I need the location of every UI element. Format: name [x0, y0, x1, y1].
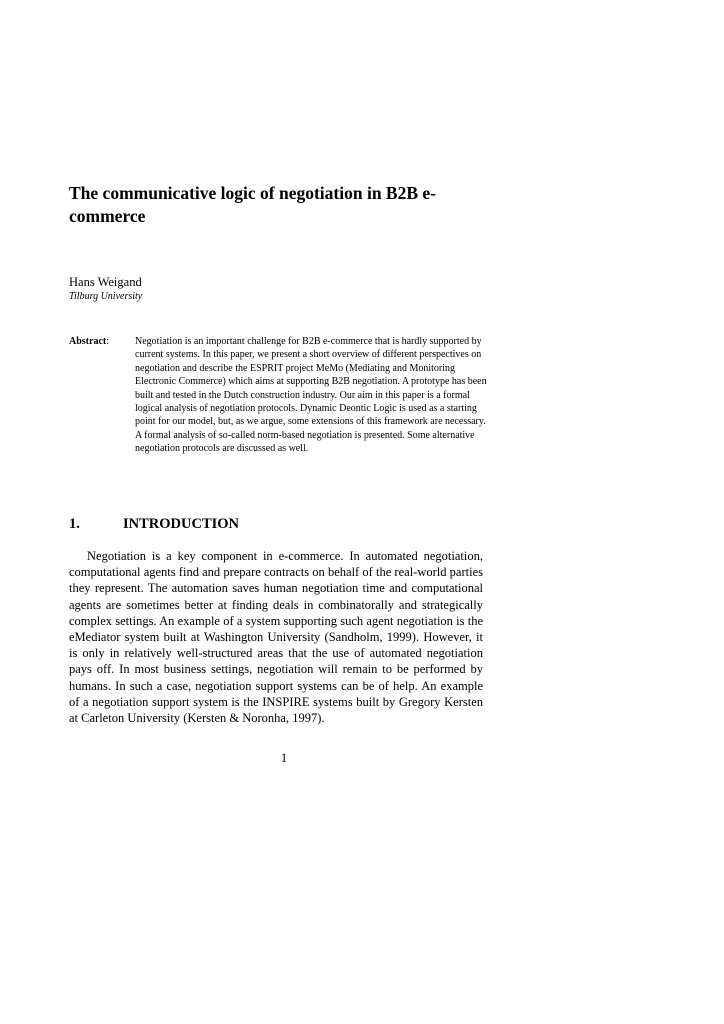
- abstract-label: [69, 335, 109, 348]
- page-number: 1: [280, 751, 288, 765]
- abstract-label-colon: :: [106, 336, 109, 347]
- author-name: Hans Weigand: [69, 275, 142, 289]
- abstract-text: Negotiation is an important challenge for B2B e-commerce that is hardly supported by current systems. In this paper, we present a short overview of different perspectives on negotiation and describe the ESPRIT project MeMo (Mediating and Monitoring Electronic Commerce) which aims at supporting B2B negotiation. A prototype has been built and tested in the Dutch construction industry. Our aim in this paper is a formal logical analysis of negotiation protocols. Dynamic Deontic Logic is used as a starting point for our model, but, as we argue, some extensions of this framework are necessary. A formal analysis of so-called norm-based negotiation is presented. Some alternative negotiation protocols are discussed as well.: [135, 336, 487, 455]
- section-title: INTRODUCTION: [123, 516, 240, 532]
- section-heading: [69, 515, 469, 533]
- paper-title: The communicative logic of negotiation in B2B e-commerce: [69, 183, 436, 226]
- abstract-label-text: Abstract: [69, 336, 107, 347]
- author-affiliation: Tilburg University: [69, 291, 143, 302]
- section-number: 1.: [69, 516, 80, 532]
- introduction-paragraph: Negotiation is a key component in e-commerce. In automated negotiation, computational agents find and prepare contracts on behalf of the real-world parties they represent. The automation saves human negotiation time and computational agents are sometimes better at finding deals in combinatorally and strategically complex settings. An example of a system supporting such agent negotiation is the eMediator system built at Washington University (Sandholm, 1999). However, it is only in relatively well-structured areas that the use of automated negotiation pays off. In most business settings, negotiation will remain to be performed by humans. In such a case, negotiation support systems can be of help. An example of a negotiation support system is the INSPIRE systems built by Gregory Kersten at Carleton University (Kersten & Noronha, 1997).: [69, 549, 483, 726]
